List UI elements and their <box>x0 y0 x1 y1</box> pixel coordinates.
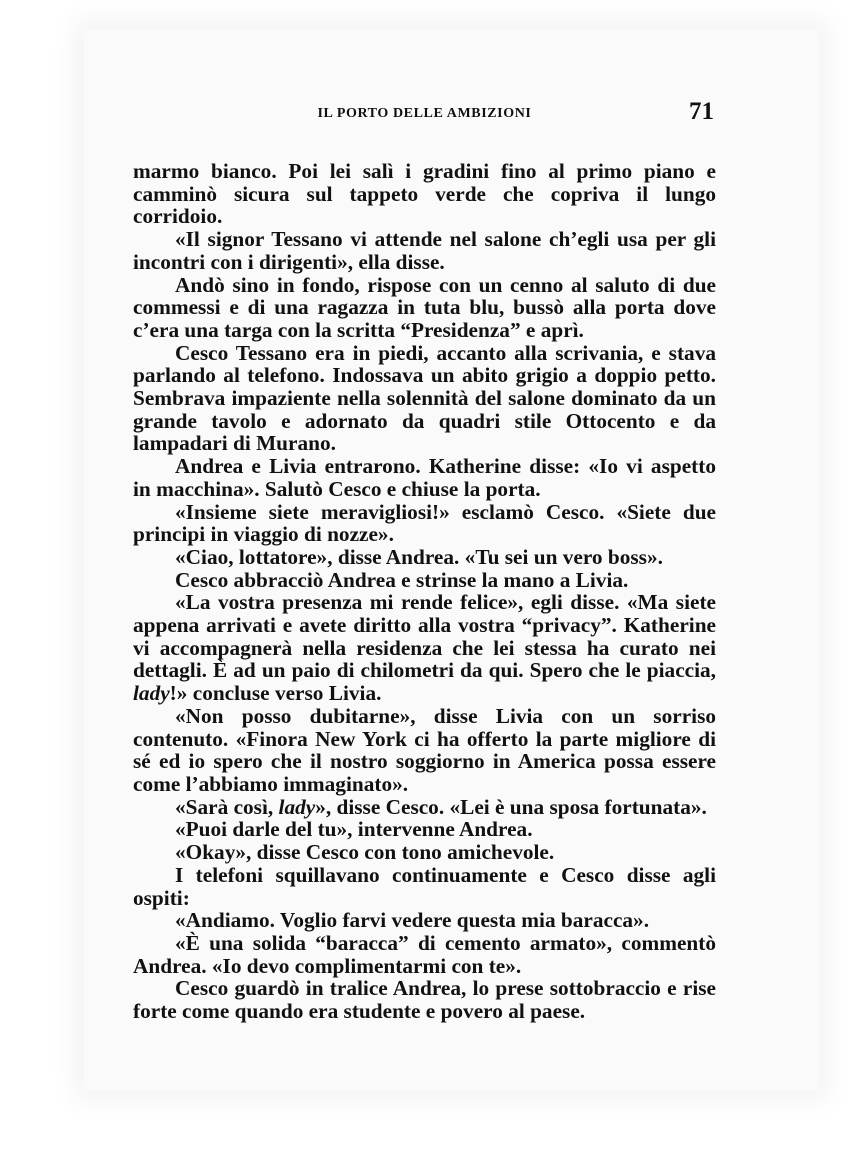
italic-word: lady <box>278 794 316 819</box>
page-number: 71 <box>689 98 714 125</box>
paragraph: I telefoni squillavano continuamente e Cesco disse agli ospiti: <box>133 862 716 910</box>
body-text <box>133 160 716 1023</box>
paragraph: «Insieme siete meravigliosi!» esclamò Cesco. «Siete due principi in viaggio di nozze». <box>133 499 716 547</box>
paragraph: «Ciao, lottatore», disse Andrea. «Tu sei un vero boss». <box>175 544 663 569</box>
paragraph: marmo bianco. Poi lei salì i gradini fino al primo piano e camminò sicura sul tappeto verde che copriva il lungo corridoio. <box>133 159 716 229</box>
paragraph: Andò sino in fondo, rispose con un cenno al saluto di due commessi e di una ragazza in tuta blu, bussò alla porta dove c’era una targa con la scritta “Presidenza” e aprì. <box>133 272 716 342</box>
paragraph: «Sarà così, lady», disse Cesco. «Lei è una sposa fortunata». <box>175 794 707 819</box>
paragraph: «Andiamo. Voglio farvi vedere questa mia baracca». <box>175 908 650 933</box>
paragraph: «Puoi darle del tu», intervenne Andrea. <box>175 817 533 842</box>
paragraph: «La vostra presenza mi rende felice», egli disse. «Ma siete appena arrivati e avete diritto alla vostra “privacy”. Katherine vi accompagnerà nella residenza che lei stessa ha curato nei dettagli. È ad un paio di chilometri da qui. Spero che le piaccia, lady!» concluse verso Livia. <box>133 590 716 706</box>
paragraph: «Okay», disse Cesco con tono amichevole. <box>175 840 555 865</box>
paragraph: Cesco guardò in tralice Andrea, lo prese sottobraccio e rise forte come quando era studente e povero al paese. <box>133 976 716 1024</box>
running-header <box>133 98 716 128</box>
paragraph: Cesco abbracciò Andrea e strinse la mano a Livia. <box>175 567 629 592</box>
paragraph: «Non posso dubitarne», disse Livia con un sorriso contenuto. «Finora New York ci ha offerto la parte migliore di sé ed io spero che il nostro soggiorno in America possa essere come l’abbiamo immaginato». <box>133 703 716 796</box>
paragraph: Andrea e Livia entrarono. Katherine disse: «Io vi aspetto in macchina». Salutò Cesco e chiuse la porta. <box>133 454 716 501</box>
paragraph: «Il signor Tessano vi attende nel salone ch’egli usa per gli incontri con i dirigenti», ella disse. <box>133 227 716 274</box>
italic-word: lady <box>133 681 170 706</box>
paragraph: Cesco Tessano era in piedi, accanto alla scrivania, e stava parlando al telefono. Indossava un abito grigio a doppio petto. Sembrava impaziente nella solennità del salone dominato da un grande tavolo e adornato da quadri stile Ottocento e da lampadari di Murano. <box>133 340 716 456</box>
paragraph: «È una solida “baracca” di cemento armato», commentò Andrea. «Io devo complimentarmi con te». <box>133 930 716 978</box>
running-title: IL PORTO DELLE AMBIZIONI <box>317 106 532 121</box>
